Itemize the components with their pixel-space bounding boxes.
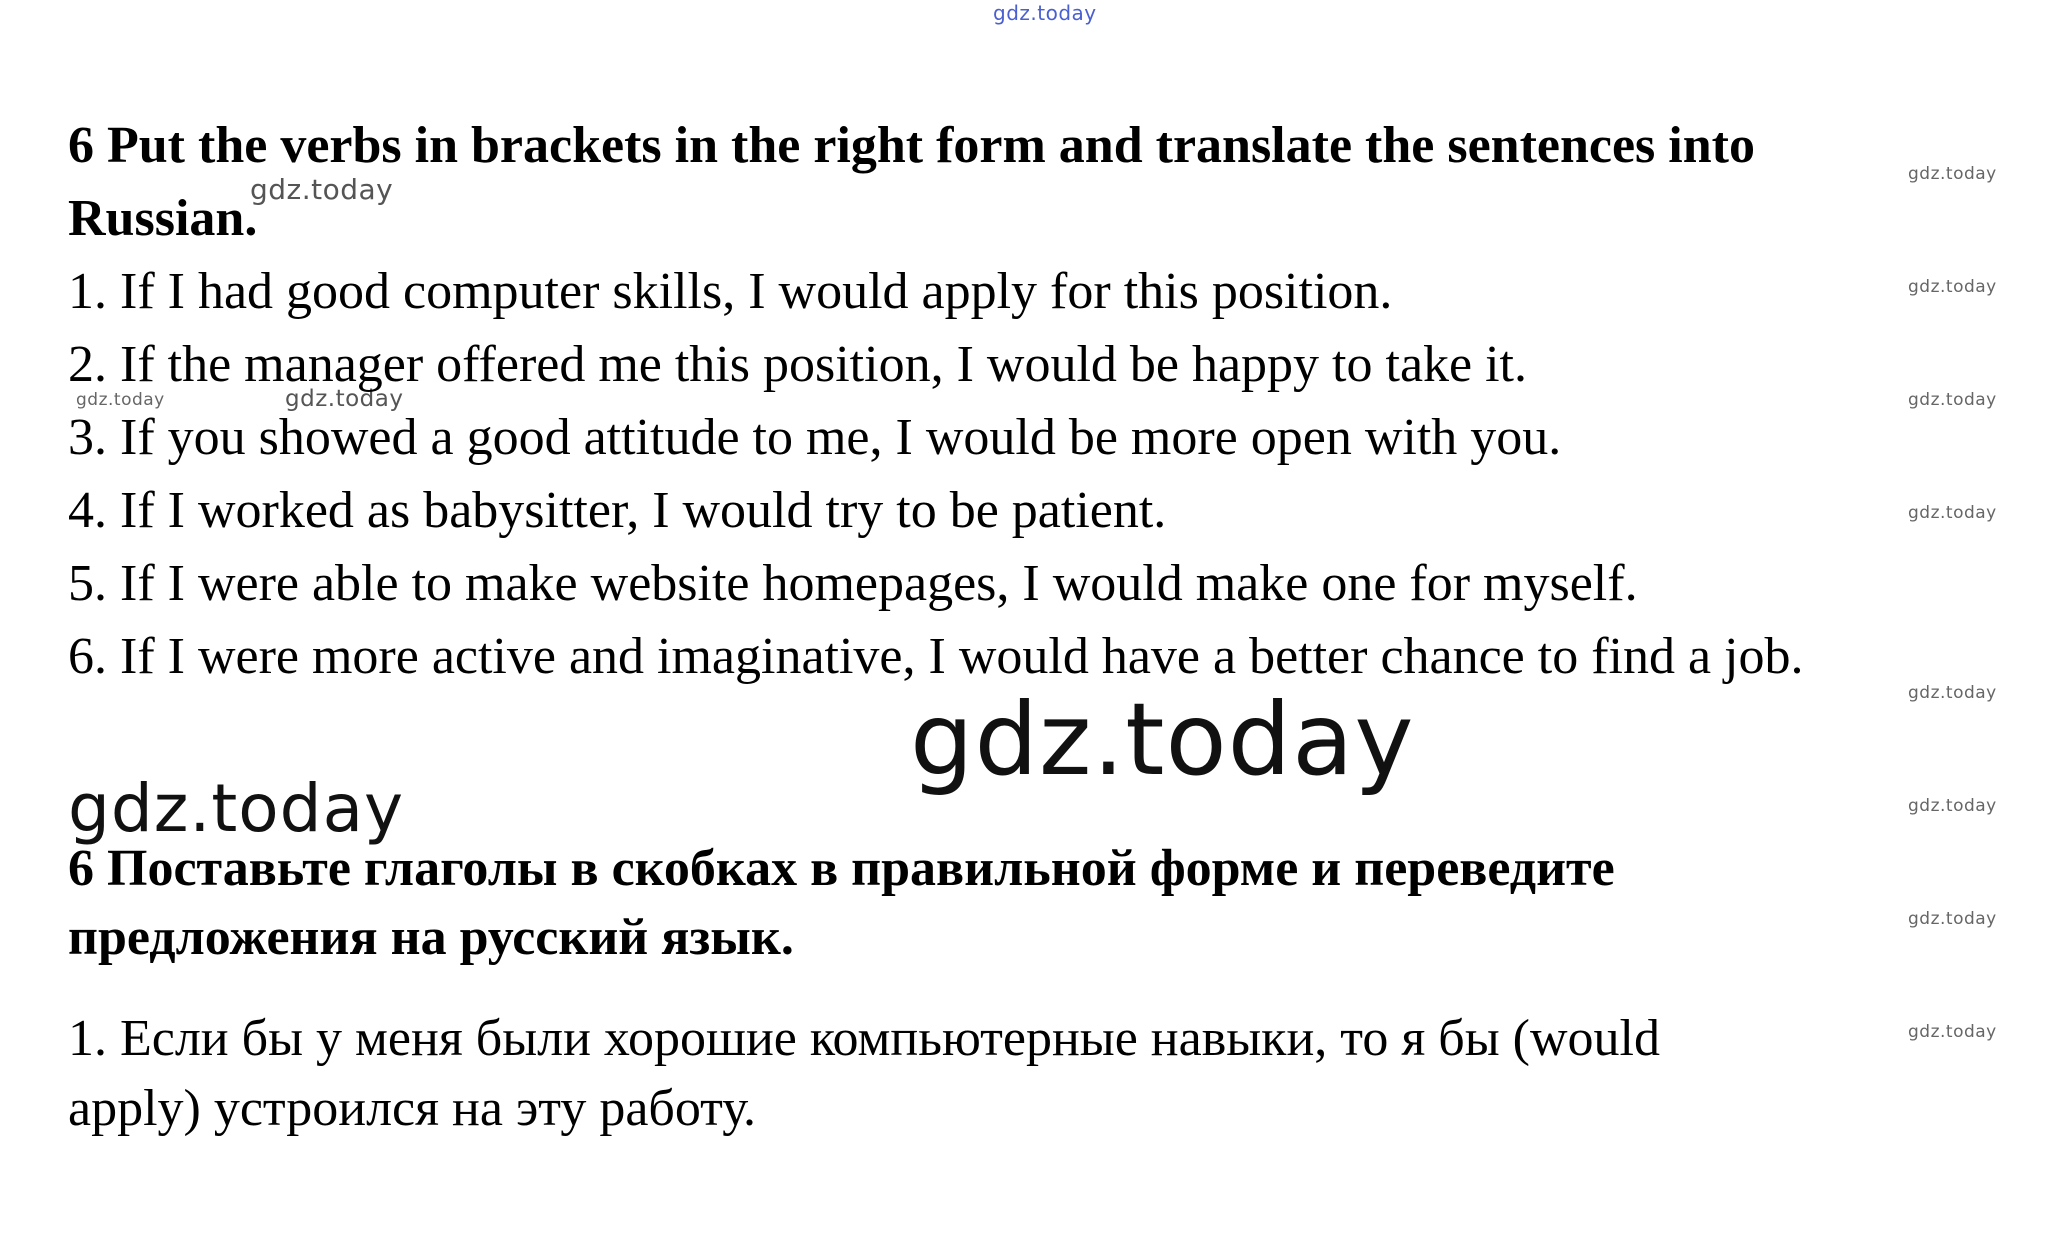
sentence-en-6: 6. If I were more active and imaginative, I would have a better chance to find a job.: [68, 628, 1804, 685]
watermark-right-4: gdz.today: [1908, 503, 1997, 523]
watermark-right-2: gdz.today: [1908, 277, 1997, 297]
exercise-title-en-line2: Russian.: [68, 190, 258, 247]
exercise-title-ru-line2: предложения на русский язык.: [68, 909, 794, 966]
sentence-ru-1-line2: apply) устроился на эту работу.: [68, 1080, 757, 1137]
watermark-center-large: gdz.today: [910, 681, 1415, 798]
sentence-en-3: 3. If you showed a good attitude to me, I would be more open with you.: [68, 409, 1562, 466]
exercise-title-ru-line1: 6 Поставьте глаголы в скобках в правильной форме и переведите: [68, 840, 1615, 897]
sentence-en-2: 2. If the manager offered me this position, I would be happy to take it.: [68, 336, 1527, 393]
sentence-en-5: 5. If I were able to make website homepages, I would make one for myself.: [68, 555, 1638, 612]
watermark-line2-left: gdz.today: [76, 390, 165, 410]
sentence-en-1: 1. If I had good computer skills, I would apply for this position.: [68, 263, 1393, 320]
watermark-top: gdz.today: [993, 1, 1097, 25]
watermark-line2-mid: gdz.today: [285, 386, 404, 412]
watermark-right-8: gdz.today: [1908, 1022, 1997, 1042]
watermark-right-6: gdz.today: [1908, 796, 1997, 816]
sentence-ru-1-line1: 1. Если бы у меня были хорошие компьютерные навыки, то я бы (would: [68, 1010, 1660, 1067]
watermark-under-title: gdz.today: [250, 173, 394, 206]
watermark-right-7: gdz.today: [1908, 909, 1997, 929]
watermark-right-5: gdz.today: [1908, 683, 1997, 703]
watermark-right-3: gdz.today: [1908, 390, 1997, 410]
exercise-title-en-line1: 6 Put the verbs in brackets in the right form and translate the sentences into: [68, 117, 1755, 174]
sentence-en-4: 4. If I worked as babysitter, I would try to be patient.: [68, 482, 1167, 539]
watermark-left-large: gdz.today: [68, 770, 405, 847]
watermark-right-1: gdz.today: [1908, 164, 1997, 184]
